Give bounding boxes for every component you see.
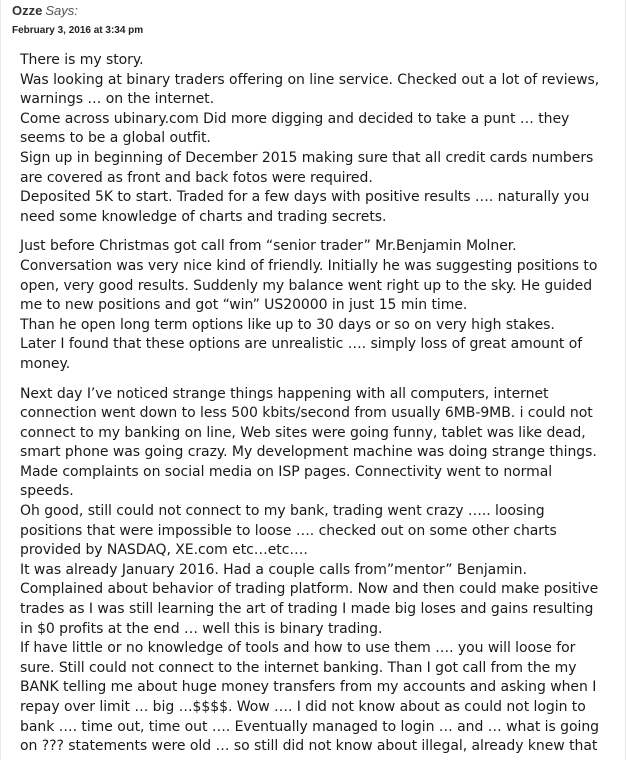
comment-text-line: Than he open long term options like up to 30 days or so on very high stakes. bbox=[20, 316, 555, 333]
comment-paragraph bbox=[20, 385, 620, 757]
comment-text-line: Deposited 5K to start. Traded for a few days with positive results …. naturally you bbox=[20, 189, 590, 206]
comment-text-line: Complained about behavior of trading platform. Now and then could make positive bbox=[20, 581, 599, 598]
comment-text-line: provided by NASDAQ, XE.com etc…etc…. bbox=[20, 542, 308, 559]
comment-text-line: If have little or no knowledge of tools and how to use them …. you will loose for bbox=[20, 640, 576, 657]
comment-date-link[interactable]: February 3, 2016 at 3:34 pm bbox=[12, 25, 144, 36]
comment-text-line: warnings … on the internet. bbox=[20, 91, 215, 108]
comment-text-line: speeds. bbox=[20, 483, 74, 500]
comment-text-line: seems to be a global outfit. bbox=[20, 130, 211, 147]
says-label: Says: bbox=[45, 3, 78, 18]
comment-text-line: on ??? statements were old … so still did not know about illegal, already knew that bbox=[20, 738, 598, 755]
comment-text-line: Next day I’ve noticed strange things happening with all computers, internet bbox=[20, 385, 549, 402]
comment-text-line: positions that were impossible to loose …. checked out on some other charts bbox=[20, 522, 557, 539]
comment-paragraph bbox=[20, 237, 620, 374]
comment-text-line: repay over limit … big …$$$$. Wow …. I did not know about as could not login to bbox=[20, 699, 586, 715]
comment-text-line: trades as I was still learning the art of trading I made big loses and gains resulting bbox=[20, 601, 594, 618]
comment-text-line: connection went down to less 500 kbits/second from usually 6MB-9MB. i could not bbox=[20, 405, 593, 422]
comment-text-line: Come across ubinary.com Did more digging and decided to take a punt … they bbox=[20, 110, 570, 127]
comment-text-line: Later I found that these options are unrealistic …. simply loss of great amount of bbox=[20, 336, 583, 353]
comment-author: Ozze bbox=[12, 3, 43, 18]
comment-text-line: bank …. time out, time out …. Eventually managed to login … and … what is going bbox=[20, 718, 600, 735]
comment-text-line: It was already January 2016. Had a couple calls from”mentor” Benjamin. bbox=[20, 561, 527, 578]
comment-text-line: open, very good results. Suddenly my balance went right up to the sky. He guided bbox=[20, 277, 593, 294]
comment-text-line: BANK telling me about huge money transfers from my accounts and asking when I bbox=[20, 679, 597, 696]
comment-text-line: Made complaints on social media on ISP pages. Connectivity went to normal bbox=[20, 463, 553, 480]
comment-text-line: are covered as front and back fotos were required. bbox=[20, 169, 373, 186]
comment-paragraph bbox=[20, 51, 620, 227]
comment-text-line: Conversation was very nice kind of friendly. Initially he was suggesting positions to bbox=[20, 257, 598, 274]
comment-body bbox=[20, 51, 620, 760]
comment-text-line: money. bbox=[20, 355, 71, 372]
comment-text-line: Sign up in beginning of December 2015 making sure that all credit cards numbers bbox=[20, 149, 594, 166]
comment-text-line: smart phone was going crazy. My development machine was doing strange things. bbox=[20, 444, 597, 461]
comment-text-line: me to new positions and got “win” US20000 in just 15 min time. bbox=[20, 297, 468, 314]
comment-text-line: Just before Christmas got call from “senior trader” Mr.Benjamin Molner. bbox=[20, 238, 517, 255]
comment-text-line: in $0 profits at the end … well this is binary trading. bbox=[20, 620, 383, 637]
comment-text-line: connect to my banking on line, Web sites were going funny, tablet was like dead, bbox=[20, 424, 586, 441]
comment-text-line: Was looking at binary traders offering on line service. Checked out a lot of reviews, bbox=[20, 71, 600, 88]
comment-text-line: sure. Still could not connect to the internet banking. Than I got call from the my bbox=[20, 659, 577, 676]
comment-author-line bbox=[12, 3, 78, 18]
comment-text-line: There is my story. bbox=[20, 52, 144, 68]
comment-text-line: Oh good, still could not connect to my bank, trading went crazy ….. loosing bbox=[20, 503, 545, 520]
comment-text-line: need some knowledge of charts and trading secrets. bbox=[20, 208, 387, 225]
